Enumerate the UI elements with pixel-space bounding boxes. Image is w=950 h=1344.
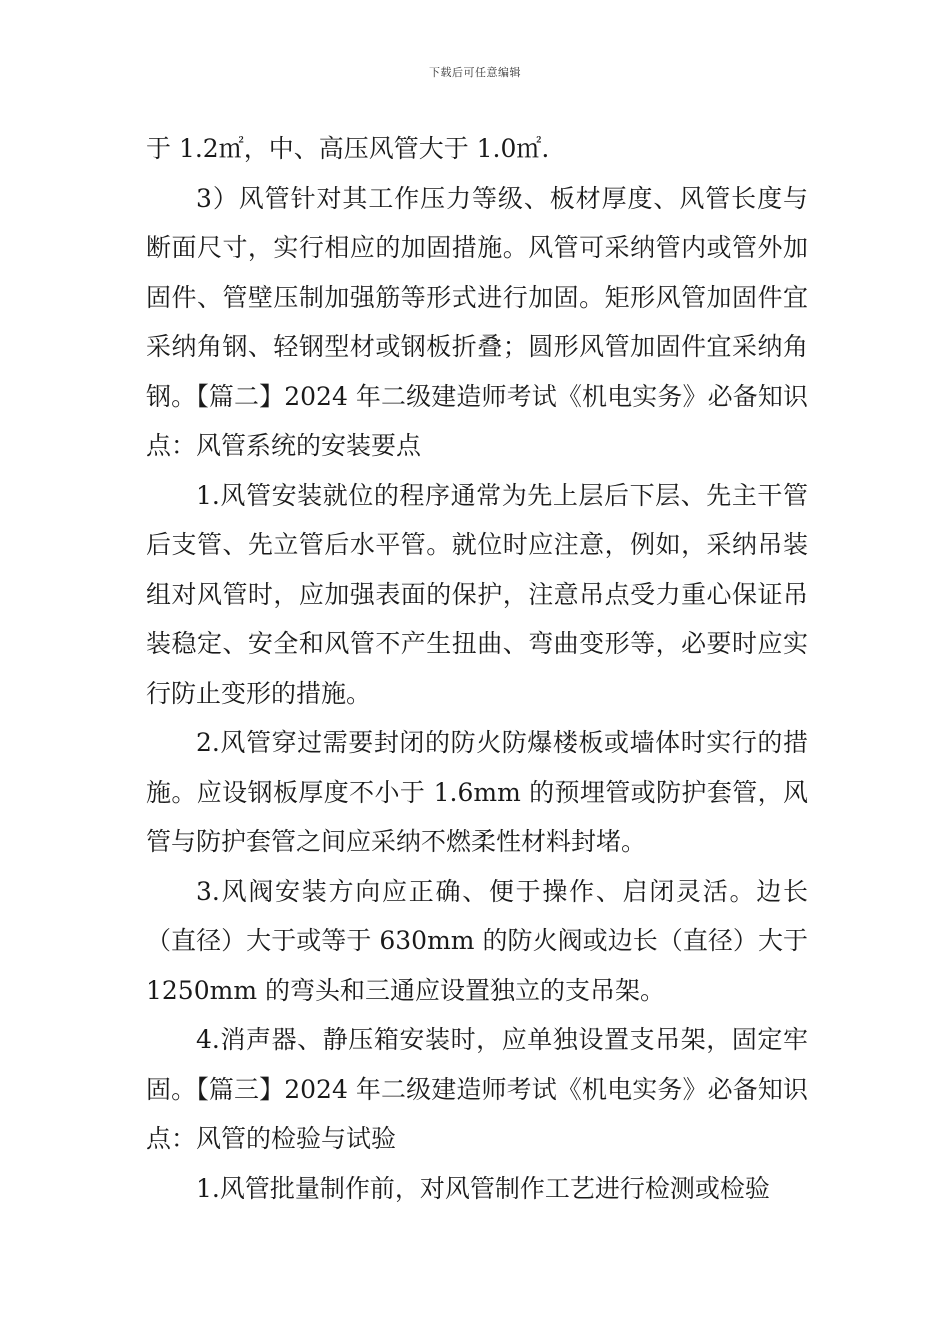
- paragraph-1: 于 1.2㎡，中、高压风管大于 1.0㎡.: [146, 134, 550, 163]
- paragraph-6: 4.消声器、静压箱安装时，应单独设置支吊架，固定牢固。【篇三】2024 年二级建造师考试《机电实务》必备知识点：风管的检验与试验: [146, 1025, 808, 1153]
- paragraph-4: 2.风管穿过需要封闭的防火防爆楼板或墙体时实行的措施。应设钢板厚度不小于 1.6mm 的预埋管或防护套管，风管与防护套管之间应采纳不燃柔性材料封堵。: [146, 728, 808, 856]
- page-header: 下载后可任意编辑: [429, 66, 521, 79]
- paragraph-3: 1.风管安装就位的程序通常为先上层后下层、先主干管后支管、先立管后水平管。就位时应注意，例如，采纳吊装组对风管时，应加强表面的保护，注意吊点受力重心保证吊装稳定、安全和风管不产生扭曲、弯曲变形等，必要时应实行防止变形的措施。: [146, 480, 808, 708]
- paragraph-7: 1.风管批量制作前，对风管制作工艺进行检测或检验: [196, 1173, 770, 1203]
- document-body: [146, 124, 808, 1213]
- paragraph-5: 3.风阀安装方向应正确、便于操作、启闭灵活。边长（直径）大于或等于 630mm 的防火阀或边长（直径）大于 1250mm 的弯头和三通应设置独立的支吊架。: [146, 876, 808, 1005]
- paragraph-2: 3）风管针对其工作压力等级、板材厚度、风管长度与断面尺寸，实行相应的加固措施。风管可采纳管内或管外加固件、管壁压制加强筋等形式进行加固。矩形风管加固件宜采纳角钢、轻钢型材或钢板折叠；圆形风管加固件宜采纳角钢。【篇二】2024 年二级建造师考试《机电实务》必备知识点：风管系统的安装要点: [146, 183, 808, 460]
